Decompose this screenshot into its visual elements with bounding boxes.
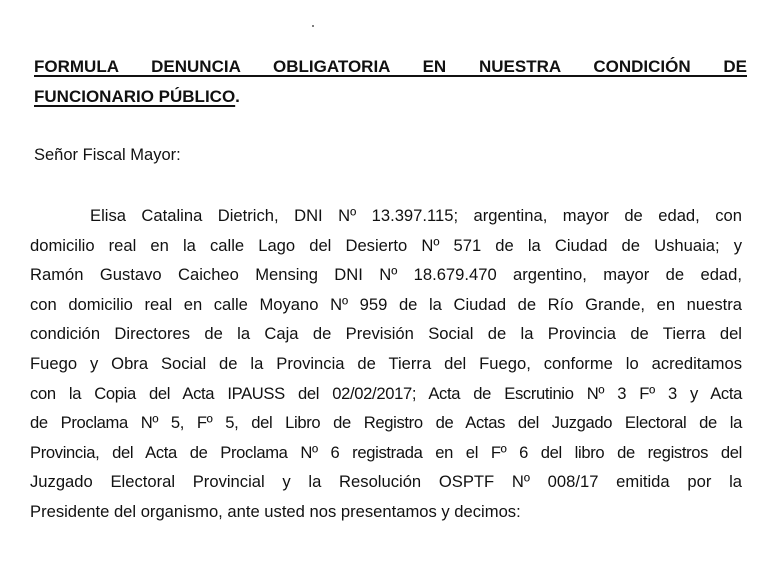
document-title-line-2 xyxy=(34,82,240,112)
body-line-3: Ramón Gustavo Caicheo Mensing DNI Nº 18.679.470 argentino, mayor de edad, xyxy=(30,265,742,285)
body-line-8: de Proclama Nº 5, Fº 5, del Libro de Registro de Actas del Juzgado Electoral de la xyxy=(30,413,742,433)
body-line-11: Presidente del organismo, ante usted nos presentamos y decimos: xyxy=(30,501,521,521)
body-line-9: Provincia, del Acta de Proclama Nº 6 registrada en el Fº 6 del libro de registros del xyxy=(30,442,742,462)
title-period: . xyxy=(235,87,240,106)
body-line-4: con domicilio real en calle Moyano Nº 959 de la Ciudad de Río Grande, en nuestra xyxy=(30,294,742,314)
document-title-line-1: FORMULA DENUNCIA OBLIGATORIA EN NUESTRA CONDICIÓN DE xyxy=(34,57,747,76)
scan-speck xyxy=(312,25,314,27)
body-line-1: Elisa Catalina Dietrich, DNI Nº 13.397.115; argentina, mayor de edad, con xyxy=(90,206,742,225)
body-line-5: condición Directores de la Caja de Previsión Social de la Provincia de Tierra del xyxy=(30,324,742,344)
body-paragraph xyxy=(30,201,742,527)
body-line-10: Juzgado Electoral Provincial y la Resolución OSPTF Nº 008/17 emitida por la xyxy=(30,472,742,492)
salutation: Señor Fiscal Mayor: xyxy=(34,146,181,164)
body-line-6: Fuego y Obra Social de la Provincia de Tierra del Fuego, conforme lo acreditamos xyxy=(30,353,742,373)
body-line-7: con la Copia del Acta IPAUSS del 02/02/2017; Acta de Escrutinio Nº 3 Fº 3 y Acta xyxy=(30,383,742,403)
title-line-2-text: FUNCIONARIO PÚBLICO xyxy=(34,87,236,106)
body-line-2: domicilio real en la calle Lago del Desierto Nº 571 de la Ciudad de Ushuaia; y xyxy=(30,235,742,255)
